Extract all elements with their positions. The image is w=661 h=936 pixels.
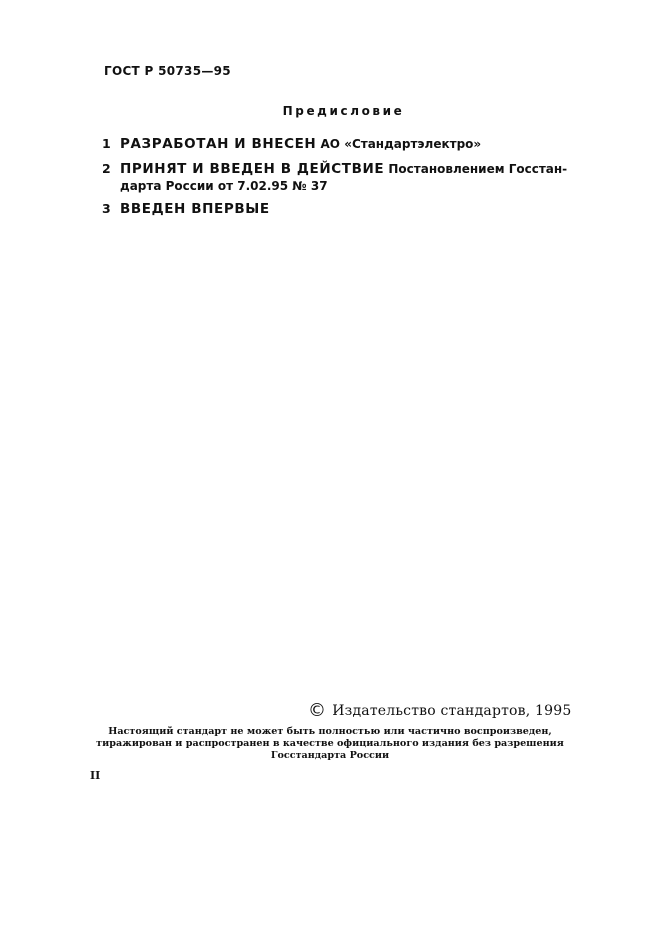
notice-line: тиражирован и распространен в качестве официального издания без разрешения — [96, 738, 564, 749]
item-number: 1 — [102, 136, 111, 151]
item-rest-text: Постановлением Госстан- — [384, 162, 568, 176]
notice-line: Госстандарта России — [270, 750, 390, 761]
standard-code: ГОСТ Р 50735—95 — [104, 64, 231, 78]
reproduction-notice — [90, 726, 570, 762]
preface-item-3 — [102, 200, 572, 218]
preface-item-1 — [102, 135, 572, 153]
copyright-line — [308, 700, 572, 721]
item-caps-text: ВВЕДЕН ВПЕРВЫЕ — [120, 201, 270, 217]
item-number: 2 — [102, 161, 111, 176]
copyright-icon: © — [308, 700, 327, 721]
notice-line: Настоящий стандарт не может быть полностью или частично воспроизведен, — [108, 726, 552, 737]
preface-item-2 — [102, 160, 572, 195]
page-number: II — [90, 769, 101, 782]
copyright-text: Издательство стандартов, 1995 — [332, 703, 572, 719]
item-caps-text: ПРИНЯТ И ВВЕДЕН В ДЕЙСТВИЕ — [120, 161, 385, 177]
item-number: 3 — [102, 201, 111, 216]
preface-heading: Предисловие — [282, 104, 405, 118]
item-rest-text: АО «Стандартэлектро» — [316, 137, 482, 151]
item-caps-text: РАЗРАБОТАН И ВНЕСЕН — [120, 136, 317, 152]
item-continuation-text: дарта России от 7.02.95 № 37 — [120, 179, 328, 193]
